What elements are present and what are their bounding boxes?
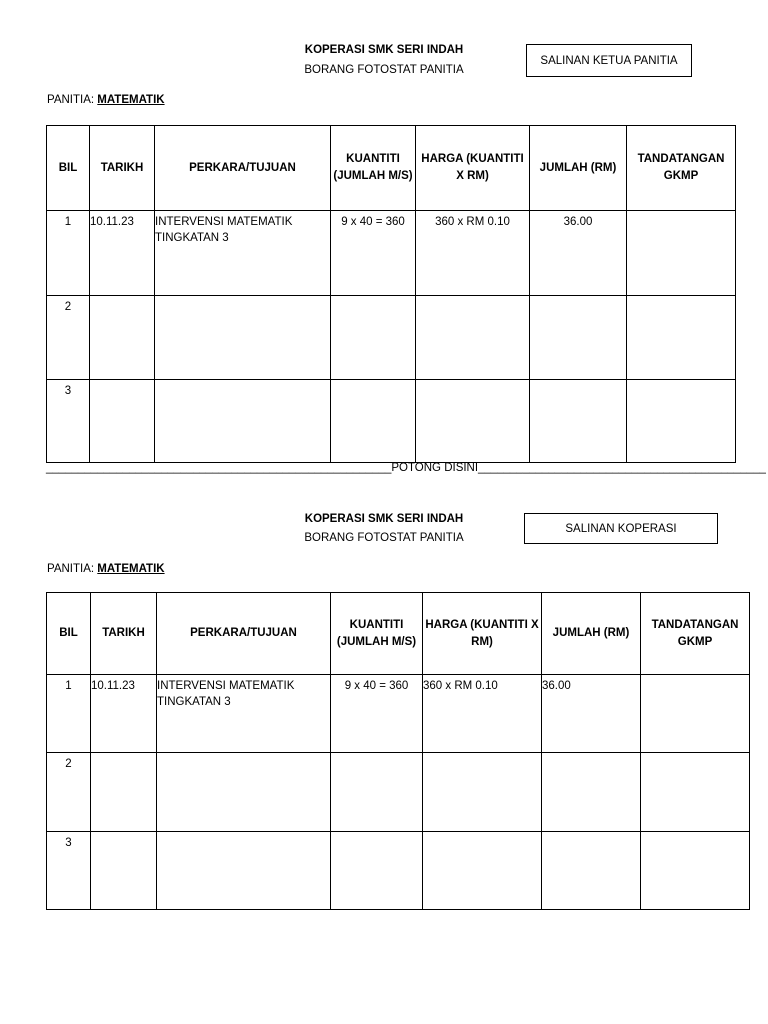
cell-jumlah[interactable]: 36.00: [542, 675, 641, 753]
cell-kuantiti[interactable]: [331, 380, 416, 463]
cell-harga[interactable]: [423, 753, 542, 832]
header-tarikh: TARIKH: [91, 593, 157, 675]
cell-bil: 3: [47, 832, 91, 910]
panitia-value: MATEMATIK: [97, 563, 165, 575]
cell-perkara[interactable]: INTERVENSI MATEMATIK TINGKATAN 3: [157, 675, 331, 753]
cell-bil: 1: [47, 211, 90, 296]
table-row: [47, 753, 750, 832]
cell-perkara[interactable]: [155, 296, 331, 380]
copy-label-box: SALINAN KETUA PANITIA: [526, 44, 692, 77]
panitia-value: MATEMATIK: [97, 94, 165, 106]
cell-tandatangan[interactable]: [627, 296, 736, 380]
cell-tarikh[interactable]: [90, 380, 155, 463]
cell-perkara[interactable]: [157, 832, 331, 910]
cell-jumlah[interactable]: [530, 296, 627, 380]
photocopy-table: [46, 125, 736, 463]
org-title: KOPERASI SMK SERI INDAH: [304, 44, 464, 56]
cell-perkara[interactable]: [155, 380, 331, 463]
cell-kuantiti[interactable]: 9 x 40 = 360: [331, 211, 416, 296]
cell-tarikh[interactable]: 10.11.23: [90, 211, 155, 296]
table-row: [47, 675, 750, 753]
cell-jumlah[interactable]: 36.00: [530, 211, 627, 296]
cell-kuantiti[interactable]: [331, 753, 423, 832]
cell-tarikh[interactable]: [91, 832, 157, 910]
header-bil: BIL: [47, 593, 91, 675]
cell-tandatangan[interactable]: [627, 380, 736, 463]
header-bil: BIL: [47, 126, 90, 211]
cell-jumlah[interactable]: [542, 753, 641, 832]
header-tandatangan: TANDATANGAN GKMP: [627, 126, 736, 211]
cell-jumlah[interactable]: [542, 832, 641, 910]
table-row: [47, 380, 736, 463]
cell-perkara[interactable]: [157, 753, 331, 832]
copy-label-box: SALINAN KOPERASI: [524, 513, 718, 544]
table-row: [47, 296, 736, 380]
cell-harga[interactable]: [416, 296, 530, 380]
cell-perkara[interactable]: INTERVENSI MATEMATIK TINGKATAN 3: [155, 211, 331, 296]
cell-tarikh[interactable]: [91, 753, 157, 832]
table-row: [47, 211, 736, 296]
cell-tarikh[interactable]: [90, 296, 155, 380]
cell-harga[interactable]: 360 x RM 0.10: [423, 675, 542, 753]
header-kuantiti: KUANTITI (JUMLAH M/S): [331, 126, 416, 211]
panitia-line: [47, 563, 165, 575]
table-row: [47, 832, 750, 910]
cell-harga[interactable]: [416, 380, 530, 463]
cell-tarikh[interactable]: 10.11.23: [91, 675, 157, 753]
org-title: KOPERASI SMK SERI INDAH: [304, 513, 464, 525]
header-harga: HARGA (KUANTITI X RM): [423, 593, 542, 675]
panitia-label: PANITIA:: [47, 94, 95, 106]
header-harga: HARGA (KUANTITI X RM): [416, 126, 530, 211]
header-kuantiti: KUANTITI (JUMLAH M/S): [331, 593, 423, 675]
cell-bil: 2: [47, 296, 90, 380]
cell-bil: 2: [47, 753, 91, 832]
header-perkara: PERKARA/TUJUAN: [157, 593, 331, 675]
cell-kuantiti[interactable]: [331, 832, 423, 910]
photocopy-table: [46, 592, 750, 910]
cell-jumlah[interactable]: [530, 380, 627, 463]
cell-bil: 3: [47, 380, 90, 463]
cell-kuantiti[interactable]: 9 x 40 = 360: [331, 675, 423, 753]
cell-harga[interactable]: 360 x RM 0.10: [416, 211, 530, 296]
cell-tandatangan[interactable]: [641, 832, 750, 910]
header-perkara: PERKARA/TUJUAN: [155, 126, 331, 211]
cell-tandatangan[interactable]: [627, 211, 736, 296]
header-tandatangan: TANDATANGAN GKMP: [641, 593, 750, 675]
panitia-line: [47, 94, 165, 106]
cut-line: ______________________________________________________POTONG DISINI_____________________________________________: [46, 462, 766, 474]
cell-tandatangan[interactable]: [641, 753, 750, 832]
header-jumlah: JUMLAH (RM): [530, 126, 627, 211]
header-tarikh: TARIKH: [90, 126, 155, 211]
cell-bil: 1: [47, 675, 91, 753]
form-title: BORANG FOTOSTAT PANITIA: [304, 532, 464, 544]
cell-harga[interactable]: [423, 832, 542, 910]
cell-tandatangan[interactable]: [641, 675, 750, 753]
panitia-label: PANITIA:: [47, 563, 95, 575]
header-jumlah: JUMLAH (RM): [542, 593, 641, 675]
cell-kuantiti[interactable]: [331, 296, 416, 380]
form-title: BORANG FOTOSTAT PANITIA: [304, 64, 464, 76]
